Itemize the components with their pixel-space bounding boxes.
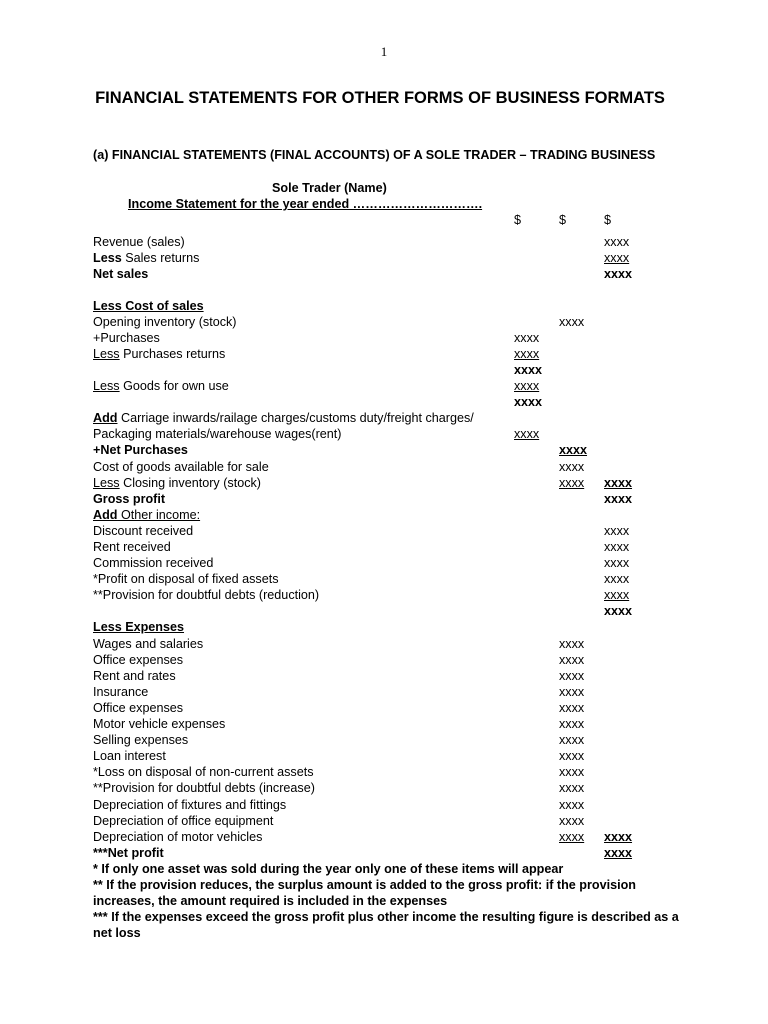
line-label-part: Insurance (93, 685, 149, 699)
statement-line (0, 732, 768, 748)
statement-line (0, 797, 768, 813)
statement-line (0, 652, 768, 668)
amount-c3: xxxx (604, 556, 630, 570)
line-label-part: Add (93, 411, 118, 425)
statement-entity-heading: Sole Trader (Name) (272, 181, 387, 195)
amount-c3: xxxx (604, 492, 633, 506)
amount-c2: xxxx (559, 765, 585, 779)
line-label (93, 700, 183, 716)
line-label (93, 410, 474, 426)
amount-c1: xxxx (514, 347, 540, 361)
line-label-part: **Provision for doubtful debts (increase) (93, 781, 315, 795)
line-label-part: *Loss on disposal of non-current assets (93, 765, 314, 779)
amount-c2: xxxx (559, 685, 585, 699)
amount-c2: xxxx (559, 798, 585, 812)
line-label-part: Sales returns (121, 251, 200, 265)
statement-line (0, 636, 768, 652)
amount-c1: xxxx (514, 363, 543, 377)
amount-c2: xxxx (559, 733, 585, 747)
line-label-part: Closing inventory (stock) (119, 476, 261, 490)
line-label-part: Opening inventory (stock) (93, 315, 237, 329)
statement-line (0, 619, 768, 635)
statement-line (0, 234, 768, 250)
amount-c3: xxxx (604, 604, 633, 618)
statement-line (0, 780, 768, 796)
line-label-part: ***Net profit (93, 846, 164, 860)
amount-c2: xxxx (559, 653, 585, 667)
line-label-part: Loan interest (93, 749, 166, 763)
line-label-part: Carriage inwards/railage charges/customs duty/freight charges/ (117, 411, 474, 425)
amount-c3: xxxx (604, 476, 633, 490)
statement-line (0, 394, 768, 410)
statement-line (0, 748, 768, 764)
line-label-part: +Purchases (93, 331, 160, 345)
line-label-part: Cost of goods available for sale (93, 460, 269, 474)
line-label-part: Add (93, 508, 118, 522)
line-label-part: Other income: (117, 508, 201, 522)
amount-c3: xxxx (604, 235, 630, 249)
line-label-part: Packaging materials/warehouse wages(rent) (93, 427, 342, 441)
line-label (93, 780, 315, 796)
statement-line (0, 523, 768, 539)
line-label-part: Less Cost of sales (93, 299, 204, 313)
line-label (93, 587, 319, 603)
line-label-part: Commission received (93, 556, 214, 570)
line-label-part: **Provision for doubtful debts (reduction) (93, 588, 320, 602)
line-label-part: Rent received (93, 540, 171, 554)
line-label-part: Less (93, 476, 120, 490)
line-label (93, 732, 188, 748)
line-label (93, 652, 183, 668)
line-label (93, 845, 164, 861)
line-label (93, 764, 314, 780)
amount-c3: xxxx (604, 267, 633, 281)
line-label-part: Motor vehicle expenses (93, 717, 226, 731)
amount-c2: xxxx (559, 717, 585, 731)
amount-c2: xxxx (559, 701, 585, 715)
amount-c3: xxxx (604, 588, 630, 602)
line-label (93, 555, 213, 571)
statement-line (0, 459, 768, 475)
statement-line (0, 764, 768, 780)
statement-line (0, 716, 768, 732)
statement-line (0, 603, 768, 619)
line-label (93, 716, 225, 732)
statement-line (0, 250, 768, 266)
footnote: ** If the provision reduces, the surplus amount is added to the gross profit: if the provision increases, the amount required is included in the expenses (93, 878, 636, 909)
line-label (93, 442, 188, 458)
currency-column-3: $ (604, 213, 612, 227)
line-label (93, 636, 203, 652)
statement-line (0, 813, 768, 829)
line-label-part: Goods for own use (119, 379, 229, 393)
statement-line (0, 426, 768, 442)
line-label-part: Net sales (93, 267, 149, 281)
amount-c1: xxxx (514, 395, 543, 409)
statement-line (0, 475, 768, 491)
line-label (93, 298, 204, 314)
statement-line (0, 555, 768, 571)
line-label (93, 378, 229, 394)
amount-c2: xxxx (559, 749, 585, 763)
line-label-part: Gross profit (93, 492, 166, 506)
amount-c2: xxxx (559, 476, 585, 490)
footnote: *** If the expenses exceed the gross profit plus other income the resulting figure is described as a net loss (93, 910, 679, 941)
amount-c3: xxxx (604, 540, 630, 554)
amount-c2: xxxx (559, 315, 585, 329)
line-label (93, 539, 171, 555)
document-title: FINANCIAL STATEMENTS FOR OTHER FORMS OF BUSINESS FORMATS (95, 89, 665, 107)
amount-c1: xxxx (514, 379, 540, 393)
currency-column-2: $ (559, 213, 567, 227)
line-label-part: Depreciation of office equipment (93, 814, 274, 828)
statement-line (0, 410, 768, 426)
line-label-part: Less (93, 251, 122, 265)
line-label (93, 684, 148, 700)
line-label-part: *Profit on disposal of fixed assets (93, 572, 279, 586)
line-label (93, 619, 184, 635)
statement-line (0, 845, 768, 861)
line-label (93, 491, 165, 507)
line-label-part: Discount received (93, 524, 194, 538)
line-label-part: Wages and salaries (93, 637, 204, 651)
statement-line (0, 571, 768, 587)
statement-line (0, 829, 768, 845)
amount-c2: xxxx (559, 443, 588, 457)
amount-c3: xxxx (604, 830, 633, 844)
line-label-part: Selling expenses (93, 733, 189, 747)
line-label (93, 234, 185, 250)
statement-line (0, 362, 768, 378)
line-label (93, 829, 262, 845)
line-label (93, 346, 225, 362)
line-label-part: Rent and rates (93, 669, 176, 683)
amount-c3: xxxx (604, 846, 633, 860)
line-label (93, 459, 269, 475)
statement-line (0, 330, 768, 346)
statement-line (0, 346, 768, 362)
amount-c1: xxxx (514, 331, 540, 345)
statement-line (0, 539, 768, 555)
statement-line (0, 314, 768, 330)
currency-header-row (0, 212, 768, 228)
amount-c2: xxxx (559, 669, 585, 683)
amount-c1: xxxx (514, 427, 540, 441)
line-label (93, 250, 199, 266)
amount-c2: xxxx (559, 830, 585, 844)
line-label (93, 748, 166, 764)
line-label (93, 668, 176, 684)
amount-c3: xxxx (604, 524, 630, 538)
line-label-part: Purchases returns (119, 347, 226, 361)
line-label (93, 330, 160, 346)
line-label (93, 507, 200, 523)
statement-line (0, 266, 768, 282)
amount-c2: xxxx (559, 814, 585, 828)
statement-line (0, 491, 768, 507)
line-label-part: +Net Purchases (93, 443, 188, 457)
line-label (93, 813, 273, 829)
statement-line (0, 700, 768, 716)
amount-c2: xxxx (559, 781, 585, 795)
amount-c3: xxxx (604, 572, 630, 586)
statement-line (0, 378, 768, 394)
amount-c3: xxxx (604, 251, 630, 265)
line-label-part: Depreciation of motor vehicles (93, 830, 263, 844)
statement-line (0, 684, 768, 700)
line-label (93, 523, 193, 539)
line-label (93, 314, 237, 330)
currency-column-1: $ (514, 213, 522, 227)
page-number: 1 (380, 44, 388, 59)
line-label-part: Office expenses (93, 701, 184, 715)
footnote: * If only one asset was sold during the year only one of these items will appear (93, 862, 564, 876)
line-label-part: Less (93, 347, 120, 361)
statement-line (0, 442, 768, 458)
line-label (93, 797, 286, 813)
line-label-part: Less (93, 379, 120, 393)
section-subtitle: (a) FINANCIAL STATEMENTS (FINAL ACCOUNTS) OF A SOLE TRADER – TRADING BUSINESS (93, 148, 656, 162)
statement-line (0, 668, 768, 684)
amount-c2: xxxx (559, 460, 585, 474)
statement-line (0, 298, 768, 314)
line-label-part: Office expenses (93, 653, 184, 667)
line-label (93, 475, 261, 491)
statement-period-heading: Income Statement for the year ended …………………………. (128, 197, 483, 211)
line-label-part: Revenue (sales) (93, 235, 185, 249)
line-label (93, 426, 342, 442)
statement-line (0, 587, 768, 603)
line-label-part: Less Expenses (93, 620, 185, 634)
line-label (93, 266, 148, 282)
amount-c2: xxxx (559, 637, 585, 651)
line-label-part: Depreciation of fixtures and fittings (93, 798, 287, 812)
line-label (93, 571, 279, 587)
statement-line (0, 507, 768, 523)
